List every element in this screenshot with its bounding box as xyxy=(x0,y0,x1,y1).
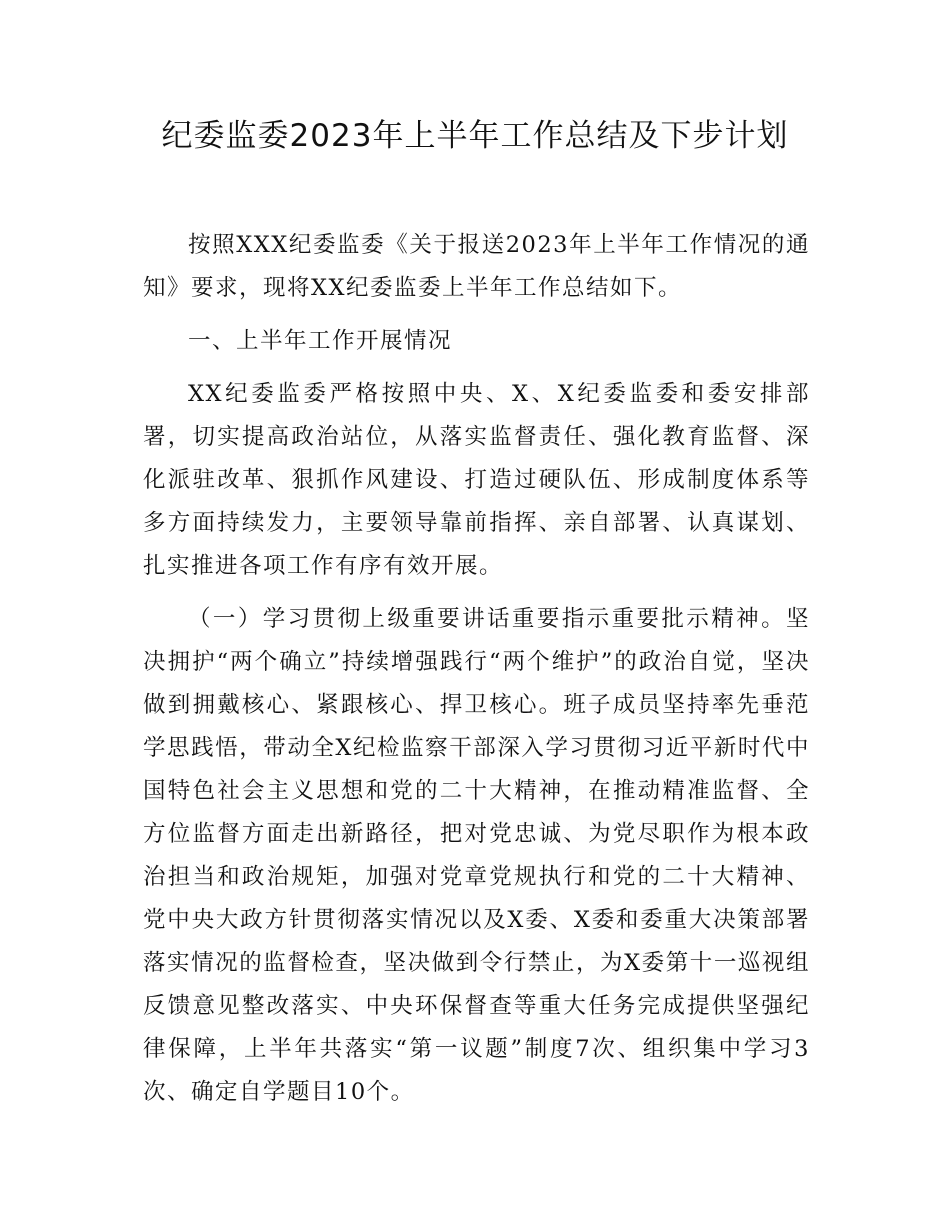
paragraph-intro: 按照XXX纪委监委《关于报送2023年上半年工作情况的通知》要求，现将XX纪委监委上半年工作总结如下。 xyxy=(143,232,810,301)
document-title: 纪委监委2023年上半年工作总结及下步计划 xyxy=(161,118,789,154)
paragraph-overview: XX纪委监委严格按照中央、X、X纪委监委和委安排部署，切实提高政治站位，从落实监督责任、强化教育监督、深化派驻改革、狠抓作风建设、打造过硬队伍、形成制度体系等多方面持续发力，主要领导靠前指挥、亲自部署、认真谋划、扎实推进各项工作有序有效开展。 xyxy=(143,381,810,579)
section-heading: 一、上半年工作开展情况 xyxy=(188,328,453,354)
document-body xyxy=(143,224,810,1124)
paragraph-item-one: （一）学习贯彻上级重要讲话重要指示重要批示精神。坚决拥护“两个确立”持续增强践行“两个维护”的政治自觉，坚决做到拥戴核心、紧跟核心、捍卫核心。班子成员坚持率先垂范学思践悟，带动全X纪检监察干部深入学习贯彻习近平新时代中国特色社会主义思想和党的二十大精神，在推动精准监督、全方位监督方面走出新路径，把对党忠诚、为党尽职作为根本政治担当和政治规矩，加强对党章党规执行和党的二十大精神、党中央大政方针贯彻落实情况以及X委、X委和委重大决策部署落实情况的监督检查，坚决做到令行禁止，为X委第十一巡视组反馈意见整改落实、中央环保督查等重大任务完成提供坚强纪律保障，上半年共落实“第一议题”制度7次、组织集中学习3次、确定自学题目10个。 xyxy=(143,606,810,1105)
